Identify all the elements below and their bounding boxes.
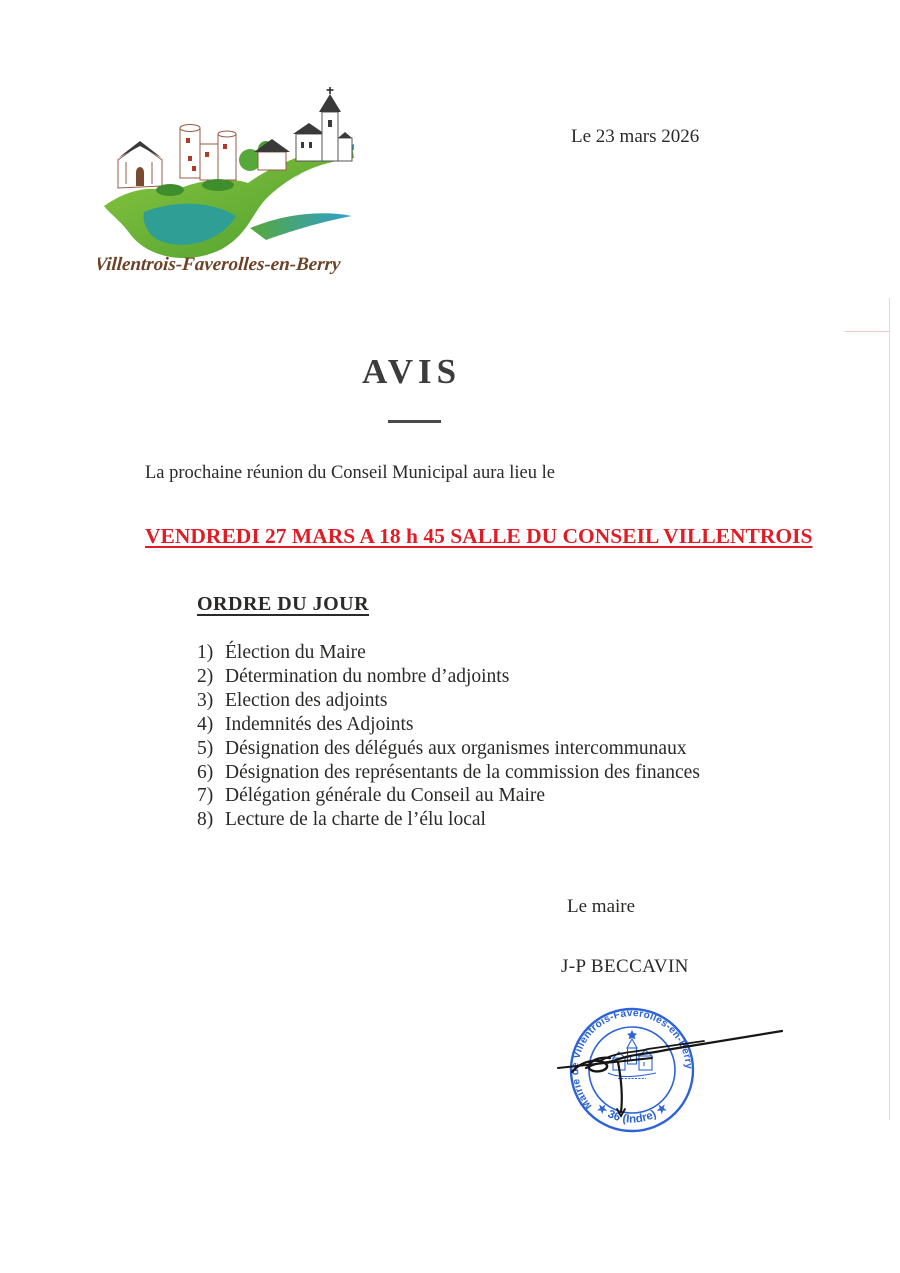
- agenda-item: [197, 689, 700, 713]
- agenda-item-text: Désignation des représentants de la commission des finances: [225, 761, 700, 783]
- stamp-bottom-text: ★ 36 (Indre) ★: [594, 1101, 670, 1126]
- castle-icon: [180, 125, 236, 181]
- intro-text: La prochaine réunion du Conseil Municipal aura lieu le: [145, 463, 555, 483]
- stamp-arc-text: Mairie de Villentrois-Faverolles-en-Berry: [570, 1008, 694, 1112]
- agenda-item-number: 1): [197, 642, 214, 663]
- stamp-and-signature: [548, 1004, 798, 1139]
- commune-logo: [98, 86, 364, 282]
- agenda-item-text: Indemnités des Adjoints: [225, 713, 414, 735]
- agenda-item-number: 4): [197, 713, 214, 735]
- scan-artifact-line: [889, 298, 890, 1120]
- agenda-item: [197, 713, 700, 737]
- notice-title: AVIS: [362, 352, 462, 391]
- agenda-item: [197, 641, 700, 665]
- house-middle-icon: [254, 139, 290, 170]
- agenda-item-text: Election des adjoints: [225, 689, 388, 711]
- agenda-heading: ORDRE DU JOUR: [197, 593, 370, 615]
- agenda-item-text: Délégation générale du Conseil au Maire: [225, 785, 546, 807]
- village-illustration: [98, 86, 364, 282]
- agenda-item-number: 3): [197, 689, 214, 711]
- agenda-list: [197, 641, 700, 832]
- agenda-item: [197, 737, 700, 761]
- agenda-item-number: 7): [197, 785, 214, 807]
- agenda-item-number: 8): [197, 809, 214, 831]
- church-icon: [293, 87, 352, 161]
- agenda-item-number: 5): [197, 737, 214, 759]
- swoosh-shape: [250, 213, 352, 240]
- scan-artifact-tick: [845, 331, 890, 332]
- agenda-item-text: Désignation des délégués aux organismes intercommunaux: [225, 737, 687, 759]
- agenda-item-number: 2): [197, 665, 214, 687]
- agenda-item: [197, 808, 700, 832]
- signature-name: J-P BECCAVIN: [561, 956, 689, 977]
- house-left-icon: [113, 141, 167, 188]
- agenda-item-text: Lecture de la charte de l’élu local: [225, 809, 486, 831]
- agenda-item-number: 6): [197, 761, 214, 783]
- meeting-notice: VENDREDI 27 MARS A 18 h 45 SALLE DU CONSEIL VILLENTROIS: [145, 524, 813, 548]
- commune-name-script: Villentrois-Faverolles-en-Berry: [98, 254, 342, 275]
- title-underline-rule: [388, 420, 441, 423]
- agenda-item: [197, 784, 700, 808]
- date-line: Le 23 mars 2026: [571, 126, 700, 147]
- signature-role: Le maire: [567, 896, 636, 917]
- agenda-item: [197, 665, 700, 689]
- agenda-item: [197, 761, 700, 785]
- agenda-item-text: Élection du Maire: [225, 642, 366, 663]
- agenda-item-text: Détermination du nombre d’adjoints: [225, 665, 510, 687]
